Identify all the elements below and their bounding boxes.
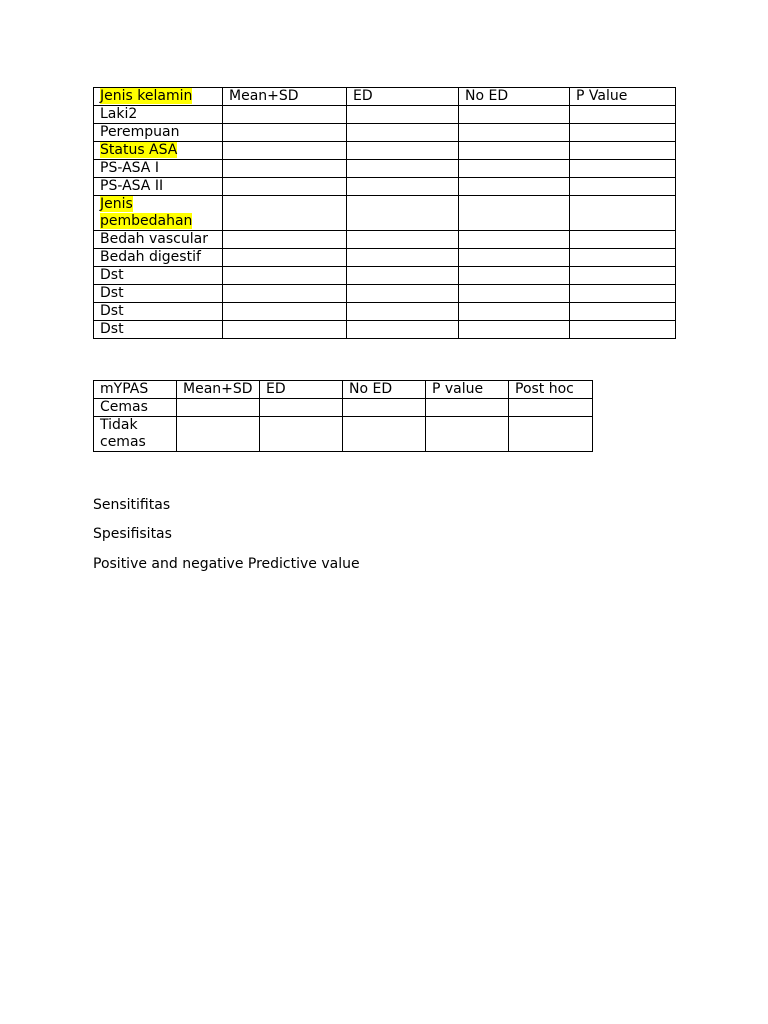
empty-cell bbox=[570, 267, 676, 285]
empty-cell bbox=[426, 417, 509, 452]
table-row bbox=[94, 142, 676, 160]
empty-cell bbox=[570, 249, 676, 267]
empty-cell bbox=[459, 160, 570, 178]
empty-cell bbox=[347, 249, 459, 267]
row-label-highlighted: Jenis pembedahan bbox=[100, 196, 193, 229]
empty-cell bbox=[570, 124, 676, 142]
empty-cell bbox=[347, 178, 459, 196]
empty-cell bbox=[459, 285, 570, 303]
empty-cell bbox=[459, 249, 570, 267]
empty-cell bbox=[347, 231, 459, 249]
empty-cell bbox=[347, 285, 459, 303]
row-label: Tidak cemas bbox=[94, 417, 177, 452]
header-cell-category bbox=[94, 88, 223, 106]
empty-cell bbox=[223, 142, 347, 160]
table-row bbox=[94, 321, 676, 339]
header-cell-no-ed: No ED bbox=[459, 88, 570, 106]
header-cell-mean-sd: Mean+SD bbox=[223, 88, 347, 106]
empty-cell bbox=[459, 303, 570, 321]
empty-cell bbox=[570, 196, 676, 231]
row-label-cell bbox=[94, 196, 223, 231]
row-label: Dst bbox=[94, 285, 223, 303]
header-cell-mean-sd: Mean+SD bbox=[177, 381, 260, 399]
empty-cell bbox=[459, 267, 570, 285]
paragraph-specificity: Spesifisitas bbox=[93, 526, 172, 542]
row-label: Bedah vascular bbox=[94, 231, 223, 249]
row-label: Dst bbox=[94, 303, 223, 321]
header-cell-no-ed: No ED bbox=[343, 381, 426, 399]
header-cell-ed: ED bbox=[347, 88, 459, 106]
empty-cell bbox=[347, 124, 459, 142]
empty-cell bbox=[459, 124, 570, 142]
row-label-highlighted: Status ASA bbox=[100, 142, 178, 158]
row-label: Dst bbox=[94, 321, 223, 339]
table-row bbox=[94, 196, 676, 231]
header-cell-post-hoc: Post hoc bbox=[509, 381, 593, 399]
table-row bbox=[94, 124, 676, 142]
empty-cell bbox=[426, 399, 509, 417]
paragraph-sensitivity: Sensitifitas bbox=[93, 497, 171, 513]
row-label-cell bbox=[94, 142, 223, 160]
empty-cell bbox=[459, 142, 570, 160]
empty-cell bbox=[570, 231, 676, 249]
empty-cell bbox=[570, 303, 676, 321]
empty-cell bbox=[223, 321, 347, 339]
empty-cell bbox=[570, 160, 676, 178]
empty-cell bbox=[343, 417, 426, 452]
table-mypas bbox=[93, 380, 593, 452]
table-row bbox=[94, 178, 676, 196]
empty-cell bbox=[223, 178, 347, 196]
empty-cell bbox=[177, 417, 260, 452]
empty-cell bbox=[223, 160, 347, 178]
empty-cell bbox=[223, 267, 347, 285]
empty-cell bbox=[260, 417, 343, 452]
empty-cell bbox=[459, 178, 570, 196]
row-label: Dst bbox=[94, 267, 223, 285]
empty-cell bbox=[347, 321, 459, 339]
empty-cell bbox=[347, 267, 459, 285]
table-row bbox=[94, 249, 676, 267]
empty-cell bbox=[570, 106, 676, 124]
empty-cell bbox=[459, 106, 570, 124]
empty-cell bbox=[570, 178, 676, 196]
row-label: Bedah digestif bbox=[94, 249, 223, 267]
empty-cell bbox=[347, 142, 459, 160]
table-row bbox=[94, 160, 676, 178]
empty-cell bbox=[347, 303, 459, 321]
row-label: PS-ASA I bbox=[94, 160, 223, 178]
empty-cell bbox=[223, 106, 347, 124]
table-row bbox=[94, 231, 676, 249]
empty-cell bbox=[177, 399, 260, 417]
empty-cell bbox=[570, 142, 676, 160]
table-row bbox=[94, 267, 676, 285]
row-label: Cemas bbox=[94, 399, 177, 417]
empty-cell bbox=[509, 399, 593, 417]
table-row bbox=[94, 399, 593, 417]
table-row bbox=[94, 417, 593, 452]
empty-cell bbox=[459, 196, 570, 231]
empty-cell bbox=[223, 249, 347, 267]
header-cell-ed: ED bbox=[260, 381, 343, 399]
table-demographics bbox=[93, 87, 676, 339]
empty-cell bbox=[223, 285, 347, 303]
header-cell-mypas: mYPAS bbox=[94, 381, 177, 399]
empty-cell bbox=[223, 303, 347, 321]
empty-cell bbox=[459, 321, 570, 339]
header-jenis-kelamin: Jenis kelamin bbox=[100, 88, 193, 104]
paragraph-predictive-value: Positive and negative Predictive value bbox=[93, 556, 360, 572]
empty-cell bbox=[459, 231, 570, 249]
empty-cell bbox=[509, 417, 593, 452]
empty-cell bbox=[223, 124, 347, 142]
empty-cell bbox=[570, 321, 676, 339]
table-header-row bbox=[94, 88, 676, 106]
row-label: Laki2 bbox=[94, 106, 223, 124]
table-row bbox=[94, 285, 676, 303]
table-header-row bbox=[94, 381, 593, 399]
row-label: Perempuan bbox=[94, 124, 223, 142]
empty-cell bbox=[223, 231, 347, 249]
empty-cell bbox=[343, 399, 426, 417]
empty-cell bbox=[223, 196, 347, 231]
header-cell-p-value: P value bbox=[426, 381, 509, 399]
empty-cell bbox=[260, 399, 343, 417]
header-cell-p-value: P Value bbox=[570, 88, 676, 106]
empty-cell bbox=[347, 196, 459, 231]
row-label: PS-ASA II bbox=[94, 178, 223, 196]
empty-cell bbox=[347, 106, 459, 124]
table-row bbox=[94, 106, 676, 124]
empty-cell bbox=[570, 285, 676, 303]
empty-cell bbox=[347, 160, 459, 178]
table-row bbox=[94, 303, 676, 321]
